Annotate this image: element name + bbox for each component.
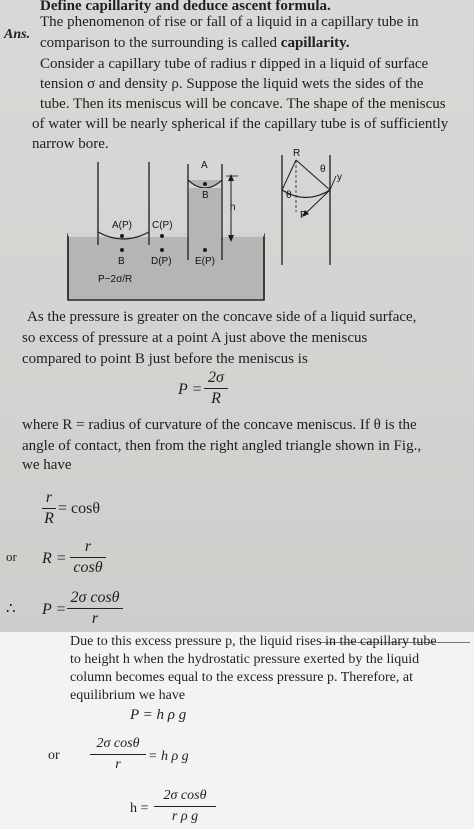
para1-line2	[40, 35, 350, 52]
eq6-numerator: 2σ cosθ	[96, 736, 140, 751]
para4-line3: we have	[22, 457, 72, 473]
eq7-fraction	[154, 787, 216, 826]
eq1-bar	[204, 388, 228, 389]
capillary-diagram	[0, 150, 474, 310]
eq6-fraction	[90, 735, 146, 774]
eq3-bar	[70, 557, 106, 558]
bottom-line2: to height h when the hydrostatic pressure exerted by the liquid	[70, 652, 420, 667]
label-theta1: θ	[320, 164, 326, 175]
para2-line2: tension σ and density ρ. Suppose the liquid wets the sides of the	[40, 76, 424, 92]
label-a: A	[201, 160, 208, 171]
label-ap: A(P)	[112, 220, 132, 231]
eq2-bar	[42, 508, 56, 509]
label-r: R	[293, 148, 301, 159]
eq3-numerator: r	[84, 538, 92, 555]
label-b: B	[202, 190, 209, 201]
eq1-numerator: 2σ	[208, 369, 224, 386]
para2-line4: of water will be nearly spherical if the capillary tube is of sufficiently	[32, 116, 449, 132]
eq7-denominator: r ρ g	[171, 809, 199, 824]
eq6-prefix: or	[48, 748, 60, 763]
eq3-lhs: R =	[42, 550, 67, 567]
eq6-denominator: r	[115, 757, 121, 772]
eq4-denominator: r	[91, 610, 99, 627]
eq7-numerator: 2σ cosθ	[163, 788, 207, 803]
label-dp: D(P)	[151, 256, 172, 267]
para4-line1: where R = radius of curvature of the concave meniscus. If θ is the	[22, 417, 417, 433]
para4-line2: angle of contact, then from the right angled triangle shown in Fig.,	[22, 438, 422, 454]
eq5: P = h ρ g	[130, 707, 187, 723]
para1-line2-text: comparison to the surrounding is called capillarity.	[40, 35, 350, 51]
bottom-line3: column becomes equal to the excess pressure p. Therefore, at	[70, 670, 413, 685]
para3-line1: As the pressure is greater on the concave side of a liquid surface,	[27, 309, 417, 325]
para1-line1: The phenomenon of rise or fall of a liquid in a capillary tube in	[40, 14, 419, 30]
para2-line5: narrow bore.	[32, 136, 109, 152]
eq4-prefix: ∴	[6, 601, 16, 617]
eq4-fraction	[67, 589, 123, 628]
answer-label: Ans.	[4, 27, 31, 42]
para2-line1: Consider a capillary tube of radius r dipped in a liquid of surface	[40, 56, 429, 72]
eq3-denominator: cosθ	[73, 559, 103, 576]
notes-page	[0, 632, 474, 829]
eq1-lhs: P =	[178, 381, 203, 398]
label-cp: C(P)	[152, 220, 173, 231]
eq2-rhs: = cosθ	[58, 500, 101, 517]
eq3-fraction	[70, 538, 106, 577]
eq2-numerator: r	[45, 489, 53, 506]
label-p: P	[300, 210, 307, 221]
eq7-lhs: h =	[130, 801, 149, 816]
eq2-denominator: R	[44, 510, 54, 527]
eq2-fraction	[42, 489, 56, 528]
label-pressure: P−2σ/R	[98, 274, 133, 285]
eq6-rhs: = h ρ g	[148, 749, 189, 764]
eq4-bar	[67, 608, 123, 609]
label-ep: E(P)	[195, 256, 215, 267]
label-h: h	[230, 202, 236, 213]
eq4-lhs: P =	[42, 601, 67, 618]
label-theta2: θ	[286, 190, 292, 201]
eq6-bar	[90, 754, 146, 755]
para3-line2: so excess of pressure at a point A just above the meniscus	[22, 330, 368, 346]
eq4-numerator: 2σ cosθ	[70, 589, 120, 606]
para3-line3: compared to point B just before the meniscus is	[22, 351, 308, 367]
capillary-figure	[0, 150, 474, 310]
eq7-bar	[154, 806, 216, 807]
para2-line3: tube. Then its meniscus will be concave. The shape of the meniscus	[40, 96, 446, 112]
eq3-prefix: or	[6, 549, 17, 564]
eq1-denominator: R	[211, 390, 221, 407]
eq1-fraction	[204, 369, 228, 408]
bottom-line1: Due to this excess pressure p, the liquid rises in the capillary tube	[70, 634, 437, 649]
label-y: y	[337, 172, 342, 183]
label-bb: B	[118, 256, 125, 267]
bottom-line4: equilibrium we have	[70, 688, 186, 703]
question-heading: Define capillarity and deduce ascent formula.	[40, 0, 331, 14]
